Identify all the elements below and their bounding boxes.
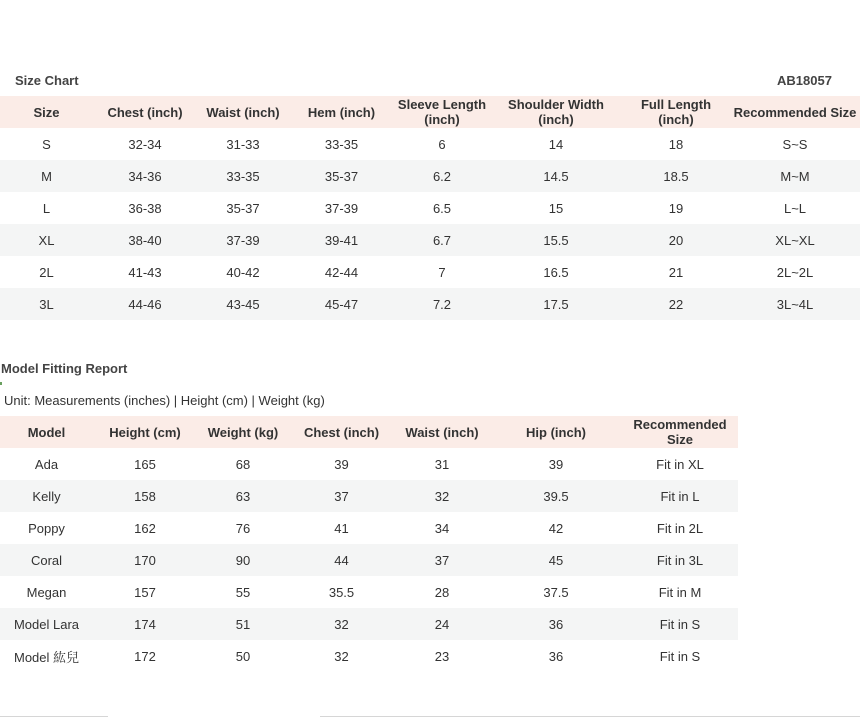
- table-row: [0, 640, 738, 672]
- table-cell: 18.5: [622, 160, 730, 192]
- divider: [320, 716, 860, 717]
- table-cell: 35.5: [289, 576, 394, 608]
- column-header: Recommended Size: [622, 416, 738, 448]
- table-row: [0, 192, 860, 224]
- table-row: [0, 256, 860, 288]
- table-cell: 3L~4L: [730, 288, 860, 320]
- column-header: Waist (inch): [394, 416, 490, 448]
- table-row: [0, 608, 738, 640]
- table-cell: Coral: [0, 544, 93, 576]
- table-cell: Model 紘兒: [0, 640, 93, 672]
- table-cell: 19: [622, 192, 730, 224]
- table-cell: Fit in S: [622, 640, 738, 672]
- table-cell: 41: [289, 512, 394, 544]
- table-row: [0, 224, 860, 256]
- column-header: Recommended Size: [730, 96, 860, 128]
- table-cell: 162: [93, 512, 197, 544]
- table-cell: 172: [93, 640, 197, 672]
- table-cell: L~L: [730, 192, 860, 224]
- table-cell: 39-41: [289, 224, 394, 256]
- table-cell: 174: [93, 608, 197, 640]
- product-code: AB18057: [777, 73, 832, 88]
- table-cell: 35-37: [289, 160, 394, 192]
- table-row: [0, 576, 738, 608]
- table-cell: 6.5: [394, 192, 490, 224]
- table-cell: 45: [490, 544, 622, 576]
- table-cell: 90: [197, 544, 289, 576]
- table-cell: XL: [0, 224, 93, 256]
- table-cell: 55: [197, 576, 289, 608]
- table-cell: 17.5: [490, 288, 622, 320]
- table-cell: 158: [93, 480, 197, 512]
- table-cell: 24: [394, 608, 490, 640]
- table-cell: Poppy: [0, 512, 93, 544]
- table-cell: 37: [394, 544, 490, 576]
- table-cell: 33-35: [197, 160, 289, 192]
- table-cell: 18: [622, 128, 730, 160]
- table-row: [0, 128, 860, 160]
- unit-note: Unit: Measurements (inches) | Height (cm) | Weight (kg): [4, 393, 325, 408]
- table-cell: Ada: [0, 448, 93, 480]
- table-row: [0, 512, 738, 544]
- table-cell: 42-44: [289, 256, 394, 288]
- column-header: Model: [0, 416, 93, 448]
- column-header: Chest (inch): [289, 416, 394, 448]
- table-cell: 34: [394, 512, 490, 544]
- size-chart-header-row: [0, 96, 860, 128]
- table-cell: M~M: [730, 160, 860, 192]
- table-cell: 50: [197, 640, 289, 672]
- table-cell: 7.2: [394, 288, 490, 320]
- table-cell: 165: [93, 448, 197, 480]
- table-cell: 39: [289, 448, 394, 480]
- table-cell: 6: [394, 128, 490, 160]
- table-cell: 41-43: [93, 256, 197, 288]
- table-cell: 68: [197, 448, 289, 480]
- table-cell: Fit in S: [622, 608, 738, 640]
- table-cell: 51: [197, 608, 289, 640]
- table-cell: 15: [490, 192, 622, 224]
- column-header: Size: [0, 96, 93, 128]
- table-cell: Megan: [0, 576, 93, 608]
- table-row: [0, 480, 738, 512]
- table-cell: 22: [622, 288, 730, 320]
- table-cell: 43-45: [197, 288, 289, 320]
- table-cell: 32: [289, 608, 394, 640]
- column-header: Hem (inch): [289, 96, 394, 128]
- table-cell: XL~XL: [730, 224, 860, 256]
- table-cell: 15.5: [490, 224, 622, 256]
- decorative-mark: [0, 382, 2, 385]
- size-chart-title: Size Chart: [15, 73, 79, 88]
- table-cell: 170: [93, 544, 197, 576]
- column-header: Waist (inch): [197, 96, 289, 128]
- table-cell: S: [0, 128, 93, 160]
- table-cell: Fit in XL: [622, 448, 738, 480]
- table-cell: 44-46: [93, 288, 197, 320]
- column-header: Full Length (inch): [622, 96, 730, 128]
- table-cell: 32: [394, 480, 490, 512]
- table-cell: 37-39: [197, 224, 289, 256]
- size-chart-table: [0, 96, 860, 320]
- table-cell: 37.5: [490, 576, 622, 608]
- table-cell: M: [0, 160, 93, 192]
- column-header: Height (cm): [93, 416, 197, 448]
- table-cell: 6.7: [394, 224, 490, 256]
- column-header: Weight (kg): [197, 416, 289, 448]
- table-cell: 37: [289, 480, 394, 512]
- table-cell: 23: [394, 640, 490, 672]
- column-header: Shoulder Width (inch): [490, 96, 622, 128]
- table-cell: 36: [490, 608, 622, 640]
- table-cell: 34-36: [93, 160, 197, 192]
- table-cell: 16.5: [490, 256, 622, 288]
- table-cell: L: [0, 192, 93, 224]
- table-cell: 45-47: [289, 288, 394, 320]
- table-cell: 14: [490, 128, 622, 160]
- table-cell: Fit in 2L: [622, 512, 738, 544]
- table-cell: 42: [490, 512, 622, 544]
- table-cell: 157: [93, 576, 197, 608]
- column-header: Chest (inch): [93, 96, 197, 128]
- table-cell: 76: [197, 512, 289, 544]
- table-cell: 38-40: [93, 224, 197, 256]
- table-cell: 2L~2L: [730, 256, 860, 288]
- table-row: [0, 544, 738, 576]
- table-row: [0, 288, 860, 320]
- table-cell: 31-33: [197, 128, 289, 160]
- table-cell: 33-35: [289, 128, 394, 160]
- table-cell: 36-38: [93, 192, 197, 224]
- table-cell: 39: [490, 448, 622, 480]
- table-row: [0, 448, 738, 480]
- table-cell: S~S: [730, 128, 860, 160]
- table-cell: Fit in L: [622, 480, 738, 512]
- table-cell: 39.5: [490, 480, 622, 512]
- table-cell: Fit in M: [622, 576, 738, 608]
- column-header: Sleeve Length (inch): [394, 96, 490, 128]
- table-cell: Fit in 3L: [622, 544, 738, 576]
- table-cell: 32-34: [93, 128, 197, 160]
- table-cell: 36: [490, 640, 622, 672]
- table-cell: 28: [394, 576, 490, 608]
- table-cell: 3L: [0, 288, 93, 320]
- table-cell: 44: [289, 544, 394, 576]
- table-cell: 14.5: [490, 160, 622, 192]
- table-cell: 32: [289, 640, 394, 672]
- table-cell: 31: [394, 448, 490, 480]
- table-cell: 6.2: [394, 160, 490, 192]
- table-cell: Model Lara: [0, 608, 93, 640]
- table-cell: 37-39: [289, 192, 394, 224]
- table-cell: Kelly: [0, 480, 93, 512]
- table-cell: 40-42: [197, 256, 289, 288]
- divider: [0, 716, 108, 717]
- table-cell: 63: [197, 480, 289, 512]
- table-row: [0, 160, 860, 192]
- model-table-header-row: [0, 416, 738, 448]
- model-fitting-table: [0, 416, 738, 672]
- model-report-title: Model Fitting Report: [1, 361, 128, 376]
- table-cell: 2L: [0, 256, 93, 288]
- table-cell: 7: [394, 256, 490, 288]
- table-cell: 20: [622, 224, 730, 256]
- table-cell: 21: [622, 256, 730, 288]
- table-cell: 35-37: [197, 192, 289, 224]
- column-header: Hip (inch): [490, 416, 622, 448]
